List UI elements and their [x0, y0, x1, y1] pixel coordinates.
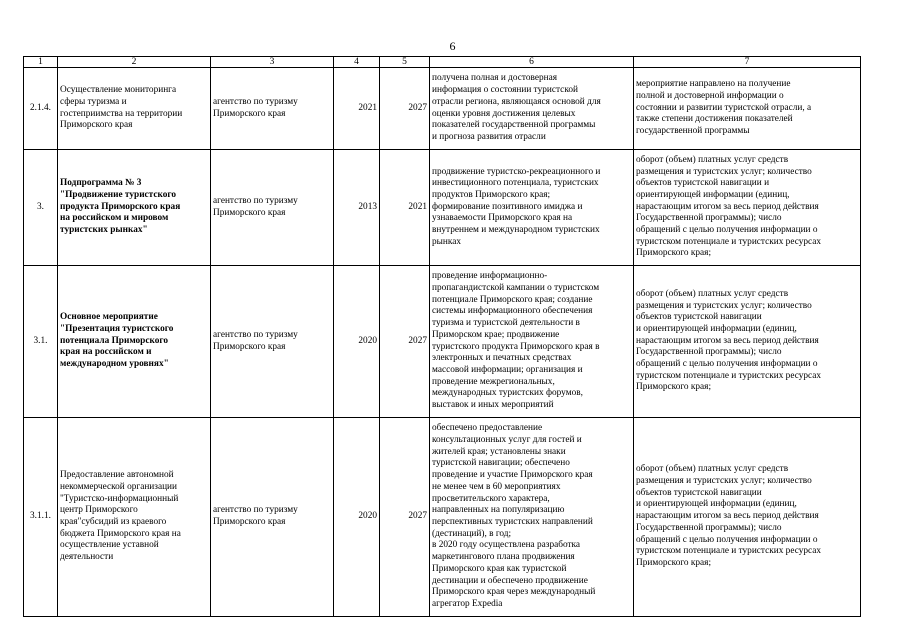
table-row: [24, 150, 861, 266]
activity-name: Подпрограмма № 3 "Продвижение туристского продукта Приморского края на российском и мировом туристских рынках": [58, 150, 211, 266]
activity-name: Предоставление автономной некоммерческой организации "Туристско-информационный центр Приморского края"субсидий из краевого бюджета Приморского края на осуществление уставной деятельности: [58, 418, 211, 617]
expected-result: продвижение туристско-рекреационного и инвестиционного потенциала, туристских продуктов Приморского края; формирование позитивного имиджа и узнаваемости Приморского края на внутреннем и международном туристских рынках: [430, 150, 634, 266]
start-year: 2020: [334, 418, 380, 617]
activity-name: Основное мероприятие "Презентация туристского потенциала Приморского края на российском и международном уровнях": [58, 266, 211, 418]
column-header: 6: [430, 57, 634, 68]
column-header: 3: [211, 57, 334, 68]
end-year: 2027: [380, 266, 430, 418]
table-row: [24, 266, 861, 418]
expected-result: проведение информационно- пропагандистской кампании о туристском потенциале Приморского края; создание системы информационного обеспечения туризма и туристской деятельности в Приморском крае; продвижение туристского продукта Приморского края в электронных и печатных средствах массовой информации; организация и проведение межрегиональных, международных туристских форумов, выставок и иных мероприятий: [430, 266, 634, 418]
executor: агентство по туризму Приморского края: [211, 150, 334, 266]
indicator-relation: оборот (объем) платных услуг средств размещения и туристских услуг; количество объектов туристской навигации и ориентирующей информации (единиц, нарастающим итогом за весь период действия Государственной программы); число обращений с целью получения информации о туристском потенциале и туристских ресурсах Приморского края;: [634, 418, 861, 617]
expected-result: получена полная и достоверная информация о состоянии туристской отрасли региона, являющаяся основой для оценки уровня достижения целевых показателей государственной программы и прогноза развития отрасли: [430, 68, 634, 150]
executor: агентство по туризму Приморского края: [211, 418, 334, 617]
row-number: 3.1.: [24, 266, 58, 418]
row-number: 3.1.1.: [24, 418, 58, 617]
end-year: 2021: [380, 150, 430, 266]
program-table: [23, 56, 861, 617]
table-row: [24, 68, 861, 150]
column-header: 7: [634, 57, 861, 68]
executor: агентство по туризму Приморского края: [211, 266, 334, 418]
row-number: 2.1.4.: [24, 68, 58, 150]
table-row: [24, 418, 861, 617]
column-header: 4: [334, 57, 380, 68]
end-year: 2027: [380, 68, 430, 150]
start-year: 2021: [334, 68, 380, 150]
header-row: [24, 57, 861, 68]
indicator-relation: оборот (объем) платных услуг средств размещения и туристских услуг; количество объектов туристской навигации и ориентирующей информации (единиц, нарастающим итогом за весь период действия Государственной программы); число обращений с целью получения информации о туристском потенциале и туристских ресурсах Приморского края;: [634, 266, 861, 418]
activity-name: Осуществление мониторинга сферы туризма и гостеприимства на территории Приморского края: [58, 68, 211, 150]
start-year: 2013: [334, 150, 380, 266]
end-year: 2027: [380, 418, 430, 617]
page-number: 6: [449, 39, 456, 53]
start-year: 2020: [334, 266, 380, 418]
executor: агентство по туризму Приморского края: [211, 68, 334, 150]
column-header: 1: [24, 57, 58, 68]
column-header: 5: [380, 57, 430, 68]
column-header: 2: [58, 57, 211, 68]
expected-result: обеспечено предоставление консультационных услуг для гостей и жителей края; установлены знаки туристской навигации; обеспечено проведение и участие Приморского края не менее чем в 60 мероприятиях просветительского характера, направленных на популяризацию перспективных туристских направлений (дестинаций), в год; в 2020 году осуществлена разработка маркетингового плана продвижения Приморского края как туристской дестинации и обеспечено продвижение Приморского края через международный агрегатор Expedia: [430, 418, 634, 617]
indicator-relation: оборот (объем) платных услуг средств размещения и туристских услуг; количество объектов туристской навигации и ориентирующей информации (единиц, нарастающим итогом за весь период действия Государственной программы); число обращений с целью получения информации о туристском потенциале и туристских ресурсах Приморского края;: [634, 150, 861, 266]
row-number: 3.: [24, 150, 58, 266]
indicator-relation: мероприятие направлено на получение полной и достоверной информации о состоянии и развитии туристской отрасли, а также степени достижения показателей государственной программы: [634, 68, 861, 150]
